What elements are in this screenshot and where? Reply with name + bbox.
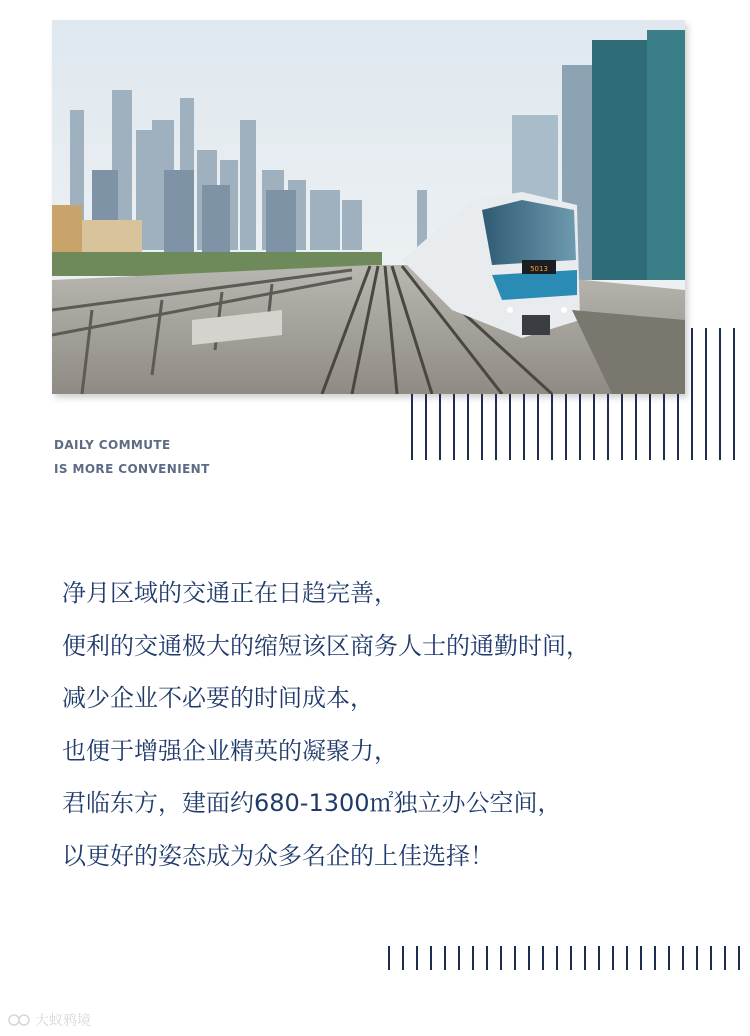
body-line-4: 也便于增强企业精英的凝聚力， (62, 736, 398, 765)
watermark (8, 1010, 91, 1030)
body-text (62, 567, 742, 883)
caption-line-1: DAILY COMMUTE (54, 438, 171, 452)
body-line-2: 便利的交通极大的缩短该区商务人士的通勤时间， (62, 631, 590, 660)
brand-logo-icon (8, 1013, 32, 1027)
body-line-5: 君临东方，建面约680-1300㎡独立办公空间， (62, 789, 562, 818)
body-line-3: 减少企业不必要的时间成本， (62, 684, 374, 713)
caption-line-2: IS MORE CONVENIENT (54, 462, 210, 476)
body-line-1: 净月区域的交通正在日趋完善， (62, 579, 398, 607)
train-number: 5013 (530, 265, 548, 273)
body-line-6: 以更好的姿态成为众多名企的上佳选择！ (62, 841, 494, 870)
decorative-stripes-bottom (388, 946, 744, 970)
watermark-text: 大蚁鸦境 (35, 1013, 91, 1029)
decorative-stripes-top (411, 328, 741, 460)
caption (54, 433, 210, 481)
